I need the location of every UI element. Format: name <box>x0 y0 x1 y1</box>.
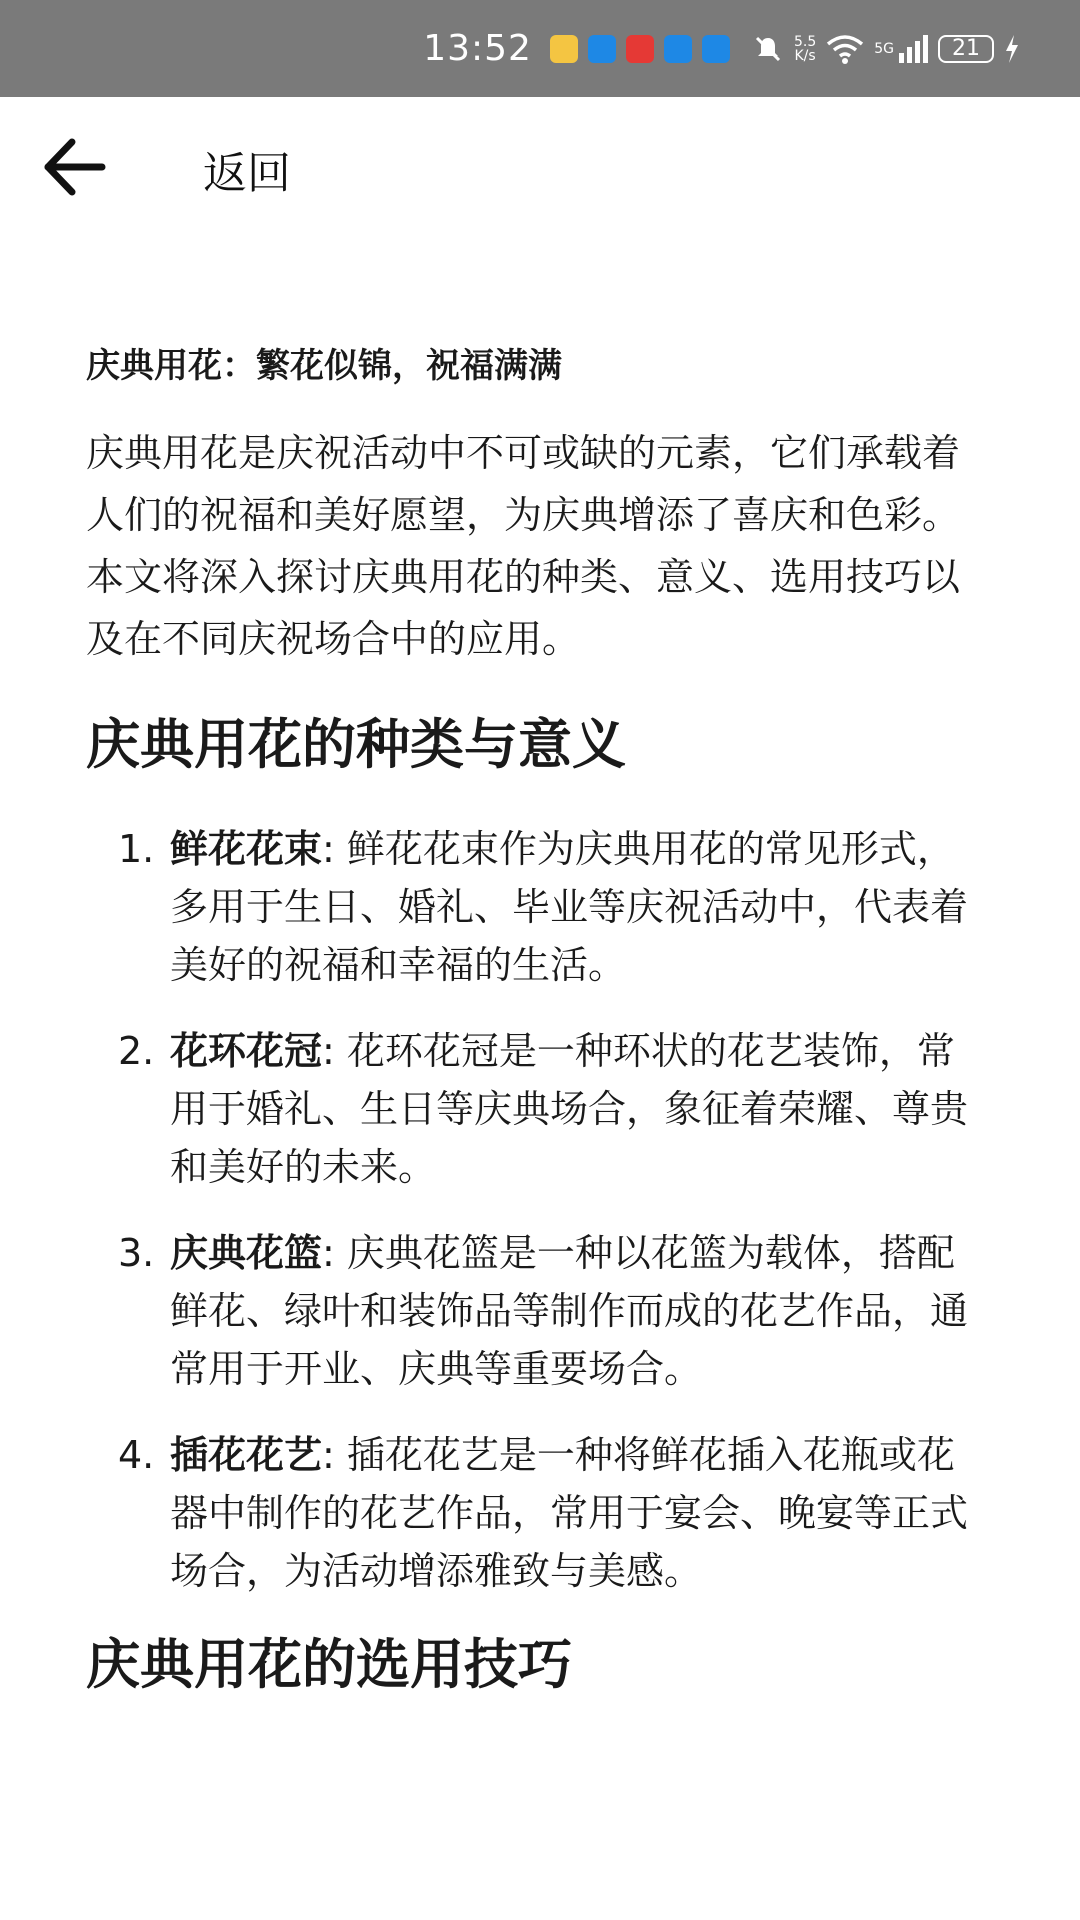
battery-icon <box>938 35 994 63</box>
article-content <box>86 340 986 1745</box>
list-item <box>86 1022 986 1196</box>
flower-types-list <box>86 820 986 1600</box>
section-title-tips: 庆典用花的选用技巧 <box>86 1633 572 1696</box>
list-item-separator: : <box>322 1231 335 1275</box>
article-intro: 庆典用花是庆祝活动中不可或缺的元素，它们承载着人们的祝福和美好愿望，为庆典增添了喜庆和色彩。本文将深入探讨庆典用花的种类、意义、选用技巧以及在不同庆祝场合中的应用。 <box>86 431 961 661</box>
charging-icon <box>1004 35 1020 63</box>
list-item-separator: : <box>322 1433 335 1477</box>
app-notification-icon <box>664 35 692 63</box>
network-speed-value: 5.5 <box>793 33 817 50</box>
list-item-number: 3. <box>118 1231 155 1275</box>
list-item-title: 花环花冠 <box>170 1029 323 1073</box>
list-item-title: 鲜花花束 <box>170 827 323 871</box>
list-item-text: 花环花冠是一种环状的花艺装饰，常用于婚礼、生日等庆典场合，象征着荣耀、尊贵和美好的未来。 <box>170 1029 969 1189</box>
mute-bell-icon <box>752 33 784 65</box>
status-icons <box>423 0 1020 97</box>
list-item <box>86 1224 986 1398</box>
list-item-number: 4. <box>118 1433 155 1477</box>
wifi-icon <box>826 34 864 64</box>
back-button[interactable] <box>40 132 120 202</box>
list-item <box>86 820 986 994</box>
app-notification-icon <box>702 35 730 63</box>
network-speed-unit: K/s <box>794 47 816 64</box>
list-item <box>86 1426 986 1600</box>
list-item-separator: : <box>322 1029 335 1073</box>
app-notification-icon <box>626 35 654 63</box>
app-notification-icon <box>588 35 616 63</box>
list-item-text: 插花花艺是一种将鲜花插入花瓶或花器中制作的花艺作品，常用于宴会、晚宴等正式场合，为活动增添雅致与美感。 <box>170 1433 969 1593</box>
network-speed <box>794 35 816 63</box>
back-arrow-icon[interactable] <box>40 132 110 202</box>
back-label[interactable]: 返回 <box>203 148 291 199</box>
status-time: 13:52 <box>423 28 532 69</box>
list-item-number: 2. <box>118 1029 155 1073</box>
top-bar <box>0 97 1080 237</box>
battery-level: 21 <box>952 36 980 61</box>
list-item-text: 庆典花篮是一种以花篮为载体，搭配鲜花、绿叶和装饰品等制作而成的花艺作品，通常用于开业、庆典等重要场合。 <box>170 1231 969 1391</box>
signal-type: 5G <box>874 40 894 57</box>
list-item-title: 插花花艺 <box>170 1433 323 1477</box>
status-bar <box>0 0 1080 97</box>
section-title-types: 庆典用花的种类与意义 <box>86 713 626 776</box>
app-notification-icon <box>550 35 578 63</box>
list-item-separator: : <box>322 827 335 871</box>
list-item-number: 1. <box>118 827 155 871</box>
signal-strength-icon <box>898 35 928 63</box>
list-item-text: 鲜花花束作为庆典用花的常见形式，多用于生日、婚礼、毕业等庆祝活动中，代表着美好的祝福和幸福的生活。 <box>170 827 969 987</box>
article-subtitle: 庆典用花：繁花似锦，祝福满满 <box>86 346 562 386</box>
list-item-title: 庆典花篮 <box>170 1231 323 1275</box>
